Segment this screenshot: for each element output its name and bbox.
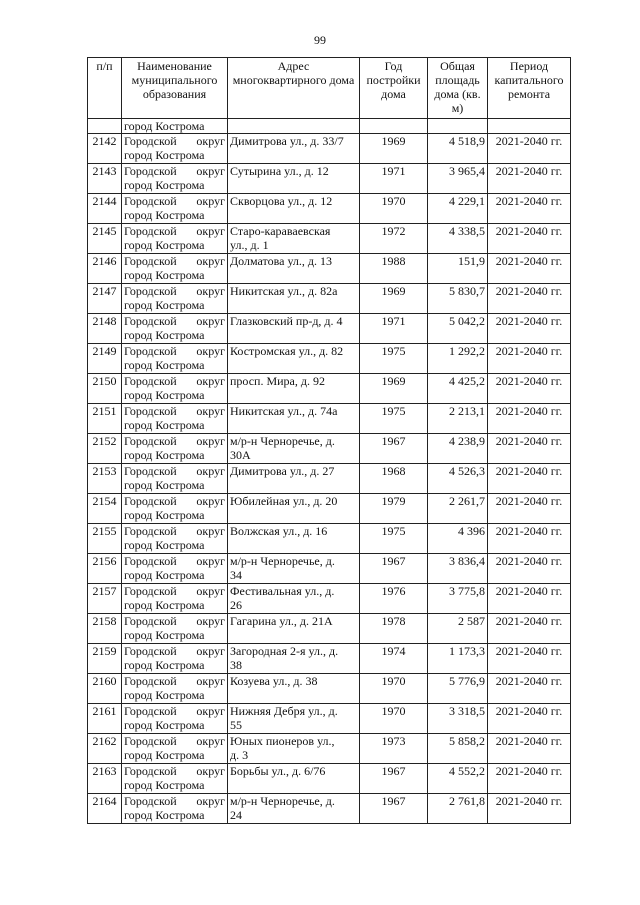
row-municipality bbox=[122, 524, 228, 554]
row-area: 4 552,2 bbox=[428, 764, 488, 794]
row-period: 2021-2040 гг. bbox=[488, 494, 571, 524]
table-row bbox=[88, 674, 571, 704]
address-line-1: Гагарина ул., д. 21А bbox=[230, 614, 333, 628]
table-row bbox=[88, 404, 571, 434]
address-line-1: Старо-караваевская bbox=[230, 224, 331, 238]
address-line-1: Козуева ул., д. 38 bbox=[230, 674, 318, 688]
municipality-line-1: Городской округ bbox=[124, 554, 225, 568]
row-year: 1979 bbox=[360, 494, 428, 524]
row-area: 2 261,7 bbox=[428, 494, 488, 524]
address-line-2: 26 bbox=[230, 598, 242, 612]
row-municipality bbox=[122, 194, 228, 224]
row-address bbox=[228, 584, 360, 614]
row-number: 2153 bbox=[88, 464, 122, 494]
row-number: 2142 bbox=[88, 134, 122, 164]
row-period: 2021-2040 гг. bbox=[488, 704, 571, 734]
municipality-line-1: Городской округ bbox=[124, 794, 225, 808]
address-line-1: м/р-н Черноречье, д. bbox=[230, 554, 335, 568]
table-row bbox=[88, 554, 571, 584]
address-line-1: Скворцова ул., д. 12 bbox=[230, 194, 333, 208]
row-area: 4 229,1 bbox=[428, 194, 488, 224]
address-line-2: 24 bbox=[230, 808, 242, 822]
municipality-line-2: город Кострома bbox=[124, 148, 205, 162]
row-number: 2164 bbox=[88, 794, 122, 824]
table-row bbox=[88, 764, 571, 794]
table-row bbox=[88, 344, 571, 374]
address-line-1: Волжская ул., д. 16 bbox=[230, 524, 328, 538]
municipality-line-2: город Кострома bbox=[124, 418, 205, 432]
table-row bbox=[88, 254, 571, 284]
table-row bbox=[88, 524, 571, 554]
header-municipality: Наименование муниципального образования bbox=[122, 58, 228, 119]
address-line-1: Нижняя Дебря ул., д. bbox=[230, 704, 338, 718]
row-number: 2143 bbox=[88, 164, 122, 194]
address-line-2: 30А bbox=[230, 448, 251, 462]
table-row bbox=[88, 464, 571, 494]
row-year: 1975 bbox=[360, 404, 428, 434]
municipality-line-2: город Кострома bbox=[124, 718, 205, 732]
row-year: 1975 bbox=[360, 524, 428, 554]
row-area: 151,9 bbox=[428, 254, 488, 284]
row-municipality bbox=[122, 224, 228, 254]
row-area: 4 518,9 bbox=[428, 134, 488, 164]
row-year: 1969 bbox=[360, 134, 428, 164]
row-address bbox=[228, 734, 360, 764]
row-period: 2021-2040 гг. bbox=[488, 374, 571, 404]
table-row bbox=[88, 584, 571, 614]
municipality-line-2: город Кострома bbox=[124, 268, 205, 282]
header-num: п/п bbox=[88, 58, 122, 119]
municipality-line-1: Городской округ bbox=[124, 314, 225, 328]
address-line-2: 34 bbox=[230, 568, 242, 582]
row-address bbox=[228, 794, 360, 824]
row-year: 1967 bbox=[360, 764, 428, 794]
row-area: 2 587 bbox=[428, 614, 488, 644]
row-year: 1970 bbox=[360, 674, 428, 704]
row-address bbox=[228, 254, 360, 284]
row-period: 2021-2040 гг. bbox=[488, 644, 571, 674]
municipality-line-1: Городской округ bbox=[124, 194, 225, 208]
row-period: 2021-2040 гг. bbox=[488, 794, 571, 824]
municipality-line-1: Городской округ bbox=[124, 254, 225, 268]
row-area: 4 425,2 bbox=[428, 374, 488, 404]
table-row bbox=[88, 164, 571, 194]
row-municipality bbox=[122, 794, 228, 824]
row-number: 2154 bbox=[88, 494, 122, 524]
municipality-line-2: город Кострома bbox=[124, 358, 205, 372]
row-period: 2021-2040 гг. bbox=[488, 764, 571, 794]
row-address bbox=[228, 374, 360, 404]
row-area: 2 213,1 bbox=[428, 404, 488, 434]
row-area: 4 396 bbox=[428, 524, 488, 554]
row-address bbox=[228, 314, 360, 344]
table-row bbox=[88, 494, 571, 524]
row-year: 1968 bbox=[360, 464, 428, 494]
row-number: 2151 bbox=[88, 404, 122, 434]
municipality-line-1: Городской округ bbox=[124, 464, 225, 478]
housing-register-table bbox=[87, 57, 571, 824]
row-period: 2021-2040 гг. bbox=[488, 344, 571, 374]
row-number: 2156 bbox=[88, 554, 122, 584]
address-line-1: Димитрова ул., д. 33/7 bbox=[230, 134, 344, 148]
row-municipality bbox=[122, 554, 228, 584]
municipality-line-1: Городской округ bbox=[124, 494, 225, 508]
table-row bbox=[88, 284, 571, 314]
municipality-line-2: город Кострома bbox=[124, 748, 205, 762]
municipality-line-2: город Кострома bbox=[124, 598, 205, 612]
row-address bbox=[228, 524, 360, 554]
municipality-line-1: Городской округ bbox=[124, 164, 225, 178]
row-address bbox=[228, 194, 360, 224]
row-number: 2146 bbox=[88, 254, 122, 284]
address-line-2: 38 bbox=[230, 658, 242, 672]
table-row bbox=[88, 314, 571, 344]
row-municipality bbox=[122, 494, 228, 524]
table-row bbox=[88, 374, 571, 404]
municipality-line-2: город Кострома bbox=[124, 688, 205, 702]
row-year: 1974 bbox=[360, 644, 428, 674]
municipality-line-1: Городской округ bbox=[124, 404, 225, 418]
municipality-line-1: Городской округ bbox=[124, 614, 225, 628]
municipality-line-1: Городской округ bbox=[124, 224, 225, 238]
row-area: 5 776,9 bbox=[428, 674, 488, 704]
row-address bbox=[228, 554, 360, 584]
municipality-line-1: Городской округ bbox=[124, 644, 225, 658]
row-address bbox=[228, 764, 360, 794]
row-year: 1967 bbox=[360, 554, 428, 584]
row-year: 1969 bbox=[360, 374, 428, 404]
continuation-row bbox=[88, 119, 571, 134]
municipality-line-1: Городской округ bbox=[124, 524, 225, 538]
municipality-line-2: город Кострома bbox=[124, 328, 205, 342]
row-year: 1971 bbox=[360, 164, 428, 194]
row-year: 1978 bbox=[360, 614, 428, 644]
row-municipality bbox=[122, 704, 228, 734]
row-address bbox=[228, 434, 360, 464]
row-area: 1 173,3 bbox=[428, 644, 488, 674]
address-line-1: Сутырина ул., д. 12 bbox=[230, 164, 329, 178]
municipality-line-1: Городской округ bbox=[124, 734, 225, 748]
row-area: 3 965,4 bbox=[428, 164, 488, 194]
row-area: 3 775,8 bbox=[428, 584, 488, 614]
address-line-1: просп. Мира, д. 92 bbox=[230, 374, 325, 388]
row-year: 1970 bbox=[360, 704, 428, 734]
address-line-1: м/р-н Черноречье, д. bbox=[230, 434, 335, 448]
row-municipality bbox=[122, 434, 228, 464]
municipality-line-2: город Кострома bbox=[124, 448, 205, 462]
row-year: 1976 bbox=[360, 584, 428, 614]
row-year: 1973 bbox=[360, 734, 428, 764]
address-line-1: Юбилейная ул., д. 20 bbox=[230, 494, 338, 508]
address-line-1: Димитрова ул., д. 27 bbox=[230, 464, 335, 478]
row-number: 2147 bbox=[88, 284, 122, 314]
row-area: 5 042,2 bbox=[428, 314, 488, 344]
header-period: Период капитального ремонта bbox=[488, 58, 571, 119]
row-municipality bbox=[122, 284, 228, 314]
municipality-line-2: город Кострома bbox=[124, 388, 205, 402]
row-address bbox=[228, 284, 360, 314]
row-period: 2021-2040 гг. bbox=[488, 614, 571, 644]
row-area: 5 858,2 bbox=[428, 734, 488, 764]
municipality-line-2: город Кострома bbox=[124, 478, 205, 492]
municipality-line-2: город Кострома bbox=[124, 208, 205, 222]
municipality-line-2: город Кострома bbox=[124, 508, 205, 522]
row-municipality bbox=[122, 374, 228, 404]
row-municipality bbox=[122, 764, 228, 794]
page-number: 99 bbox=[314, 33, 326, 47]
municipality-line-2: город Кострома bbox=[124, 178, 205, 192]
row-year: 1969 bbox=[360, 284, 428, 314]
row-area: 4 338,5 bbox=[428, 224, 488, 254]
address-line-1: Костромская ул., д. 82 bbox=[230, 344, 344, 358]
row-number: 2149 bbox=[88, 344, 122, 374]
row-year: 1975 bbox=[360, 344, 428, 374]
table-row bbox=[88, 794, 571, 824]
row-area: 2 761,8 bbox=[428, 794, 488, 824]
row-municipality bbox=[122, 614, 228, 644]
row-number: 2160 bbox=[88, 674, 122, 704]
municipality-line-2: город Кострома bbox=[124, 628, 205, 642]
row-address bbox=[228, 614, 360, 644]
header-year: Год постройки дома bbox=[360, 58, 428, 119]
address-line-1: Загородная 2-я ул., д. bbox=[230, 644, 339, 658]
address-line-2: 55 bbox=[230, 718, 242, 732]
municipality-line-2: город Кострома bbox=[124, 568, 205, 582]
municipality-line-2: город Кострома bbox=[124, 238, 205, 252]
row-address bbox=[228, 224, 360, 254]
address-line-1: Долматова ул., д. 13 bbox=[230, 254, 333, 268]
row-number: 2163 bbox=[88, 764, 122, 794]
row-municipality bbox=[122, 134, 228, 164]
address-line-1: Никитская ул., д. 74а bbox=[230, 404, 338, 418]
row-year: 1988 bbox=[360, 254, 428, 284]
municipality-line-1: Городской округ bbox=[124, 764, 225, 778]
row-area: 3 318,5 bbox=[428, 704, 488, 734]
row-area: 4 526,3 bbox=[428, 464, 488, 494]
row-number: 2145 bbox=[88, 224, 122, 254]
row-period: 2021-2040 гг. bbox=[488, 284, 571, 314]
municipality-line-1: Городской округ bbox=[124, 374, 225, 388]
row-address bbox=[228, 134, 360, 164]
municipality-line-1: Городской округ bbox=[124, 584, 225, 598]
address-line-1: Юных пионеров ул., bbox=[230, 734, 335, 748]
municipality-line-2: город Кострома bbox=[124, 808, 205, 822]
row-number: 2150 bbox=[88, 374, 122, 404]
municipality-line-2: город Кострома bbox=[124, 298, 205, 312]
row-municipality bbox=[122, 674, 228, 704]
row-period: 2021-2040 гг. bbox=[488, 674, 571, 704]
row-municipality bbox=[122, 734, 228, 764]
municipality-line-2: город Кострома bbox=[124, 778, 205, 792]
table-header-row bbox=[88, 58, 571, 119]
municipality-line-1: Городской округ bbox=[124, 344, 225, 358]
row-address bbox=[228, 404, 360, 434]
row-address bbox=[228, 674, 360, 704]
row-year: 1967 bbox=[360, 434, 428, 464]
row-number: 2155 bbox=[88, 524, 122, 554]
row-area: 4 238,9 bbox=[428, 434, 488, 464]
table-row bbox=[88, 434, 571, 464]
municipality-line-1: Городской округ bbox=[124, 134, 225, 148]
address-line-1: Борьбы ул., д. 6/76 bbox=[230, 764, 326, 778]
row-area: 5 830,7 bbox=[428, 284, 488, 314]
row-period: 2021-2040 гг. bbox=[488, 734, 571, 764]
row-municipality bbox=[122, 464, 228, 494]
address-line-1: Никитская ул., д. 82а bbox=[230, 284, 338, 298]
address-line-1: Глазковский пр-д, д. 4 bbox=[230, 314, 343, 328]
table-row bbox=[88, 134, 571, 164]
row-period: 2021-2040 гг. bbox=[488, 404, 571, 434]
row-period: 2021-2040 гг. bbox=[488, 254, 571, 284]
header-address: Адрес многоквартирного дома bbox=[228, 58, 360, 119]
row-address bbox=[228, 704, 360, 734]
row-number: 2152 bbox=[88, 434, 122, 464]
row-period: 2021-2040 гг. bbox=[488, 224, 571, 254]
row-period: 2021-2040 гг. bbox=[488, 464, 571, 494]
row-number: 2161 bbox=[88, 704, 122, 734]
table-row bbox=[88, 644, 571, 674]
header-area: Общая площадь дома (кв. м) bbox=[428, 58, 488, 119]
row-year: 1972 bbox=[360, 224, 428, 254]
row-area: 3 836,4 bbox=[428, 554, 488, 584]
row-address bbox=[228, 644, 360, 674]
row-period: 2021-2040 гг. bbox=[488, 164, 571, 194]
table-row bbox=[88, 734, 571, 764]
row-number: 2162 bbox=[88, 734, 122, 764]
row-period: 2021-2040 гг. bbox=[488, 314, 571, 344]
row-year: 1967 bbox=[360, 794, 428, 824]
row-municipality bbox=[122, 404, 228, 434]
table-row bbox=[88, 194, 571, 224]
row-period: 2021-2040 гг. bbox=[488, 554, 571, 584]
continuation-text: город Кострома bbox=[122, 119, 228, 134]
municipality-line-1: Городской округ bbox=[124, 284, 225, 298]
row-address bbox=[228, 464, 360, 494]
row-period: 2021-2040 гг. bbox=[488, 524, 571, 554]
row-address bbox=[228, 494, 360, 524]
row-year: 1971 bbox=[360, 314, 428, 344]
row-period: 2021-2040 гг. bbox=[488, 434, 571, 464]
row-municipality bbox=[122, 254, 228, 284]
table-row bbox=[88, 614, 571, 644]
address-line-2: д. 3 bbox=[230, 748, 249, 762]
row-municipality bbox=[122, 164, 228, 194]
row-address bbox=[228, 164, 360, 194]
table-row bbox=[88, 704, 571, 734]
municipality-line-1: Городской округ bbox=[124, 704, 225, 718]
row-period: 2021-2040 гг. bbox=[488, 194, 571, 224]
address-line-1: Фестивальная ул., д. bbox=[230, 584, 335, 598]
municipality-line-1: Городской округ bbox=[124, 674, 225, 688]
table-row bbox=[88, 224, 571, 254]
row-period: 2021-2040 гг. bbox=[488, 584, 571, 614]
row-municipality bbox=[122, 584, 228, 614]
row-year: 1970 bbox=[360, 194, 428, 224]
row-number: 2158 bbox=[88, 614, 122, 644]
municipality-line-2: город Кострома bbox=[124, 658, 205, 672]
row-area: 1 292,2 bbox=[428, 344, 488, 374]
row-number: 2144 bbox=[88, 194, 122, 224]
row-period: 2021-2040 гг. bbox=[488, 134, 571, 164]
row-address bbox=[228, 344, 360, 374]
row-municipality bbox=[122, 344, 228, 374]
address-line-2: ул., д. 1 bbox=[230, 238, 269, 252]
address-line-1: м/р-н Черноречье, д. bbox=[230, 794, 335, 808]
row-number: 2148 bbox=[88, 314, 122, 344]
municipality-line-1: Городской округ bbox=[124, 434, 225, 448]
row-municipality bbox=[122, 314, 228, 344]
row-number: 2157 bbox=[88, 584, 122, 614]
row-number: 2159 bbox=[88, 644, 122, 674]
row-municipality bbox=[122, 644, 228, 674]
municipality-line-2: город Кострома bbox=[124, 538, 205, 552]
